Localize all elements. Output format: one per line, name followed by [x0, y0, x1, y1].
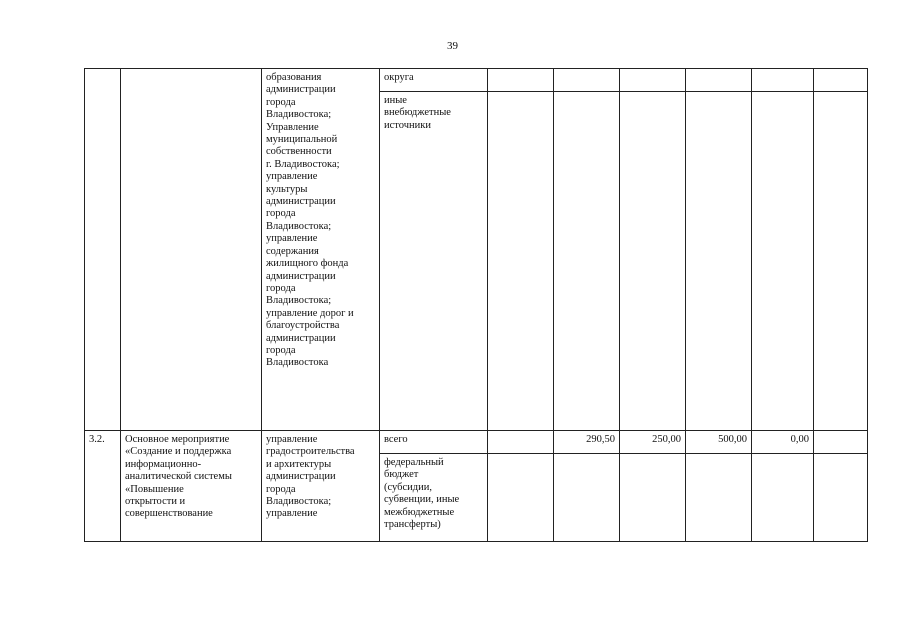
- value-cell: [752, 454, 814, 542]
- value-cell: 290,50: [554, 431, 620, 454]
- value-cell: [554, 92, 620, 431]
- executor-text: образования администрации города Владивостока; Управление муниципальной собственности г. Владивостока; управление культуры администрации города Владивостока; управление содержания жилищного фонда администрации города Владивостока; управление дорог и благоустройства администрации города Владивостока: [266, 72, 354, 369]
- funding-source-cell: [380, 431, 488, 454]
- value-cell: [814, 92, 868, 431]
- measure-name-text: Основное мероприятие «Создание и поддержка информационно- аналитической системы «Повышение открытости и совершенствование: [125, 434, 232, 520]
- value-cell: 250,00: [620, 431, 686, 454]
- value-cell: [686, 92, 752, 431]
- value-cell: [488, 454, 554, 542]
- page-number: 39: [447, 40, 458, 52]
- funding-source-text: всего: [384, 434, 408, 445]
- value-cell: [554, 69, 620, 92]
- funding-source-cell: [380, 454, 488, 542]
- executor-cell: [262, 69, 380, 431]
- value-cell: 0,00: [752, 431, 814, 454]
- value-cell: [620, 454, 686, 542]
- value-cell: [752, 69, 814, 92]
- funding-source-cell: [380, 69, 488, 92]
- value-cell: [620, 92, 686, 431]
- executor-cell: [262, 431, 380, 542]
- value-cell: [554, 454, 620, 542]
- value-cell: [814, 69, 868, 92]
- funding-source-text: федеральный бюджет (субсидии, субвенции, иные межбюджетные трансферты): [384, 457, 460, 531]
- table-row: [85, 431, 868, 454]
- value-cell: [488, 92, 554, 431]
- row-number-cell: [85, 69, 121, 431]
- value-cell: [620, 69, 686, 92]
- value-cell: [814, 431, 868, 454]
- executor-text: управление градостроительства и архитектуры администрации города Владивостока; управление: [266, 434, 355, 520]
- measure-name-cell: [121, 431, 262, 542]
- value-cell: [488, 69, 554, 92]
- value-cell: [752, 92, 814, 431]
- table-row: [85, 69, 868, 92]
- value-cell: 500,00: [686, 431, 752, 454]
- funding-source-text: округа: [384, 72, 414, 83]
- funding-source-cell: [380, 92, 488, 431]
- value-cell: [814, 454, 868, 542]
- budget-table: [84, 68, 868, 542]
- row-number-text: 3.2.: [89, 434, 105, 445]
- value-cell: [686, 69, 752, 92]
- row-number-cell: [85, 431, 121, 542]
- funding-source-text: иные внебюджетные источники: [384, 95, 451, 131]
- value-cell: [488, 431, 554, 454]
- measure-name-cell: [121, 69, 262, 431]
- value-cell: [686, 454, 752, 542]
